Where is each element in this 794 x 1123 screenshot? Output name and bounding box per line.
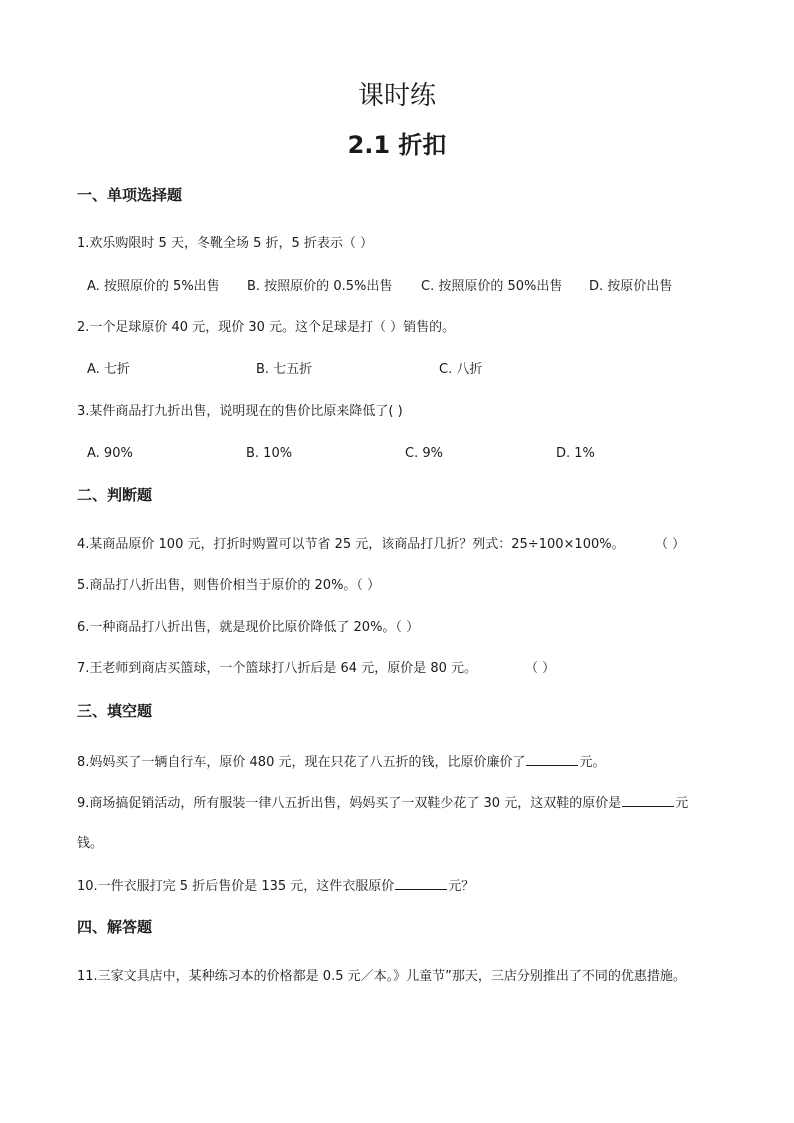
q8-text-before: 8.妈妈买了一辆自行车，原价 480 元，现在只花了八五折的钱，比原价廉价了 <box>77 755 526 770</box>
q10-text-before: 10.一件衣服打完 5 折后售价是 135 元，这件衣服原价 <box>77 879 395 894</box>
question-9 <box>77 792 688 814</box>
q3-option-a: A. 90% <box>87 446 133 461</box>
q7-answer-mark: （ ） <box>525 661 556 676</box>
q3-option-c: C. 9% <box>405 446 443 461</box>
section-heading-fill: 三、填空题 <box>77 702 153 720</box>
q9-answer-blank[interactable] <box>622 792 674 807</box>
q2-option-c: C. 八折 <box>439 362 483 377</box>
q8-answer-blank[interactable] <box>526 751 578 766</box>
q1-option-d: D. 按原价出售 <box>589 279 673 294</box>
q9-text-after: 元 <box>675 796 689 811</box>
q8-text-after: 元。 <box>579 755 606 770</box>
q4-answer-mark: （ ） <box>655 537 686 552</box>
page-title: 课时练 <box>357 81 436 111</box>
question-5: 5.商品打八折出售，则售价相当于原价的 20%。（ ） <box>77 578 381 593</box>
q9-text-before: 9.商场搞促销活动，所有服装一律八五折出售，妈妈买了一双鞋少花了 30 元，这双鞋的原价是 <box>77 796 622 811</box>
q1-option-c: C. 按照原价的 50%出售 <box>421 279 563 294</box>
question-1: 1.欢乐购限时 5 天，冬靴全场 5 折，5 折表示（ ） <box>77 236 374 251</box>
question-9-continued: 钱。 <box>77 836 104 851</box>
section-heading-choice: 一、单项选择题 <box>77 186 183 204</box>
q2-option-a: A. 七折 <box>87 362 130 377</box>
q3-option-b: B. 10% <box>246 446 293 461</box>
section-heading-solve: 四、解答题 <box>77 918 153 936</box>
question-2: 2.一个足球原价 40 元，现价 30 元。这个足球是打（ ）销售的。 <box>77 320 456 335</box>
question-6: 6.一种商品打八折出售，就是现价比原价降低了 20%。（ ） <box>77 620 420 635</box>
question-11: 11.三家文具店中，某种练习本的价格都是 0.5 元／本。》儿童节”那天，三店分别推出了不同的优惠措施。 <box>77 969 686 984</box>
q2-option-b: B. 七五折 <box>256 362 313 377</box>
section-heading-judge: 二、判断题 <box>77 486 153 504</box>
lesson-subtitle: 2.1 折扣 <box>347 131 447 159</box>
question-4: 4.某商品原价 100 元，打折时购置可以节省 25 元，该商品打几折？列式：25÷100×100%。 <box>77 537 625 552</box>
q10-text-after: 元？ <box>448 879 475 894</box>
question-8 <box>77 751 606 773</box>
question-3: 3.某件商品打九折出售，说明现在的售价比原来降低了( ) <box>77 404 403 419</box>
q1-option-b: B. 按照原价的 0.5%出售 <box>247 279 393 294</box>
q10-answer-blank[interactable] <box>395 875 447 890</box>
q3-option-d: D. 1% <box>556 446 595 461</box>
question-7: 7.王老师到商店买篮球，一个篮球打八折后是 64 元，原价是 80 元。 <box>77 661 478 676</box>
q1-option-a: A. 按照原价的 5%出售 <box>87 279 220 294</box>
question-10 <box>77 875 474 897</box>
